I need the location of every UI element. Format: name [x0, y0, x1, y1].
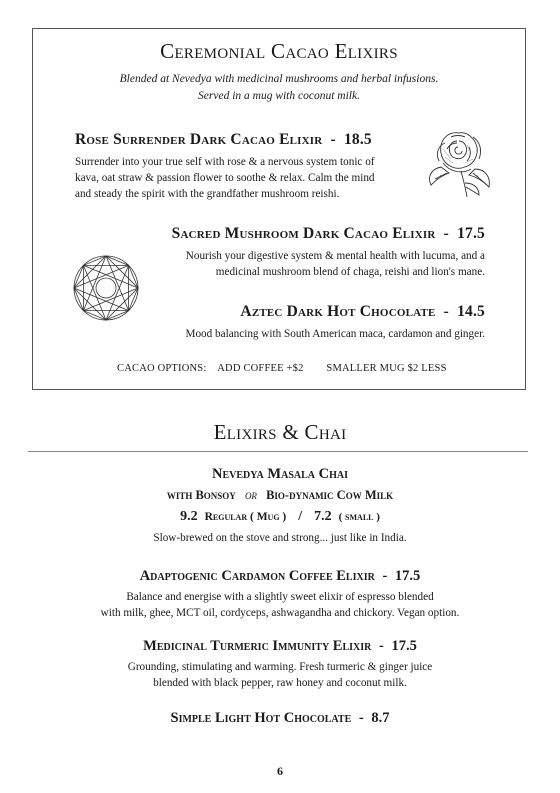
menu-item-price: 14.5: [457, 303, 485, 320]
price-separator: -: [330, 131, 336, 148]
menu-item-title: [75, 131, 372, 149]
chai-milk-options: [0, 488, 560, 503]
menu-item-description: Slow-brewed on the stove and strong... just like in India.: [153, 532, 407, 544]
description-line: Surrender into your true self with rose & a nervous system tonic of: [75, 156, 375, 168]
menu-item-name: Nevedya Masala Chai: [212, 466, 348, 482]
menu-item-title: [240, 303, 485, 321]
description-line: and steady the spirit with the grandfather mushroom reishi.: [75, 188, 340, 200]
description-line: Balance and energise with a slightly sweet elixir of espresso blended: [126, 591, 434, 603]
description-line: kava, oat straw & passion flower to soothe & relax. Calm the mind: [75, 172, 375, 184]
chai-price-small: 7.2: [314, 509, 332, 524]
menu-item-name: Rose Surrender Dark Cacao Elixir: [75, 131, 323, 148]
menu-item-title: [172, 225, 485, 243]
sacred-geometry-icon: [69, 251, 143, 325]
price-separator: -: [358, 710, 364, 726]
chai-prices: [0, 507, 560, 525]
chai-milk-option: Bio-dynamic Cow Milk: [266, 488, 394, 502]
menu-item-price: 17.5: [394, 568, 421, 584]
section-title-elixirs-chai: Elixirs & Chai: [213, 420, 347, 444]
cacao-options: [117, 363, 447, 374]
description-line: Grounding, stimulating and warming. Fresh turmeric & ginger juice: [127, 661, 433, 673]
section-divider: [28, 451, 528, 452]
description-line: blended with black pepper, raw honey and coconut milk.: [153, 677, 407, 689]
menu-item-name: Sacred Mushroom Dark Cacao Elixir: [171, 225, 436, 242]
menu-item-name: Simple Light Hot Chocolate: [170, 710, 352, 726]
menu-item-title: [0, 710, 560, 727]
menu-item-name: Adaptogenic Cardamon Coffee Elixir: [139, 568, 375, 584]
menu-item-price: 17.5: [391, 638, 417, 654]
section-intro-line2: Served in a mug with coconut milk.: [198, 90, 360, 102]
cacao-options-label: CACAO OPTIONS:: [117, 363, 207, 374]
chai-milk-or: or: [244, 488, 257, 502]
chai-milk-option: with Bonsoy: [166, 488, 236, 502]
rose-illustration-icon: [421, 119, 497, 201]
menu-item-title: [0, 568, 560, 585]
menu-item-price: 8.7: [371, 710, 390, 726]
cacao-option-coffee: ADD COFFEE +$2: [217, 363, 304, 374]
menu-item-name: Aztec Dark Hot Chocolate: [240, 303, 436, 320]
cacao-elixirs-panel: [32, 28, 526, 390]
menu-item-description: [0, 659, 560, 691]
menu-item-description: [75, 154, 405, 202]
menu-item-description: [145, 248, 485, 280]
chai-price-regular: 9.2: [180, 509, 198, 524]
description-line: medicinal mushroom blend of chaga, reishi and lion's mane.: [215, 266, 485, 278]
description-line: Nourish your digestive system & mental health with lucuma, and a: [185, 250, 485, 262]
page-number: 6: [277, 764, 283, 778]
menu-item-description: [0, 589, 560, 621]
description-line: Mood balancing with South American maca, cardamon and ginger.: [185, 328, 485, 340]
menu-item-name: Medicinal Turmeric Immunity Elixir: [143, 638, 372, 654]
menu-item-title: [0, 638, 560, 655]
menu-item-description: [125, 326, 485, 342]
chai-price-separator: /: [298, 509, 303, 524]
menu-item-price: 18.5: [343, 131, 372, 148]
price-separator: -: [382, 568, 388, 584]
menu-item-price: 17.5: [457, 225, 485, 242]
description-line: with milk, ghee, MCT oil, cordyceps, ashwagandha and chickory. Vegan option.: [100, 607, 460, 619]
price-separator: -: [443, 225, 449, 242]
chai-label-small: ( small ): [338, 511, 380, 523]
section-title-cacao: Ceremonial Cacao Elixirs: [160, 39, 398, 63]
price-separator: -: [378, 638, 384, 654]
section-intro-line1: Blended at Nevedya with medicinal mushrooms and herbal infusions.: [119, 73, 439, 85]
cacao-option-smaller-mug: SMALLER MUG $2 LESS: [326, 363, 447, 374]
price-separator: -: [443, 303, 449, 320]
chai-label-regular: Regular ( Mug ): [204, 511, 287, 523]
